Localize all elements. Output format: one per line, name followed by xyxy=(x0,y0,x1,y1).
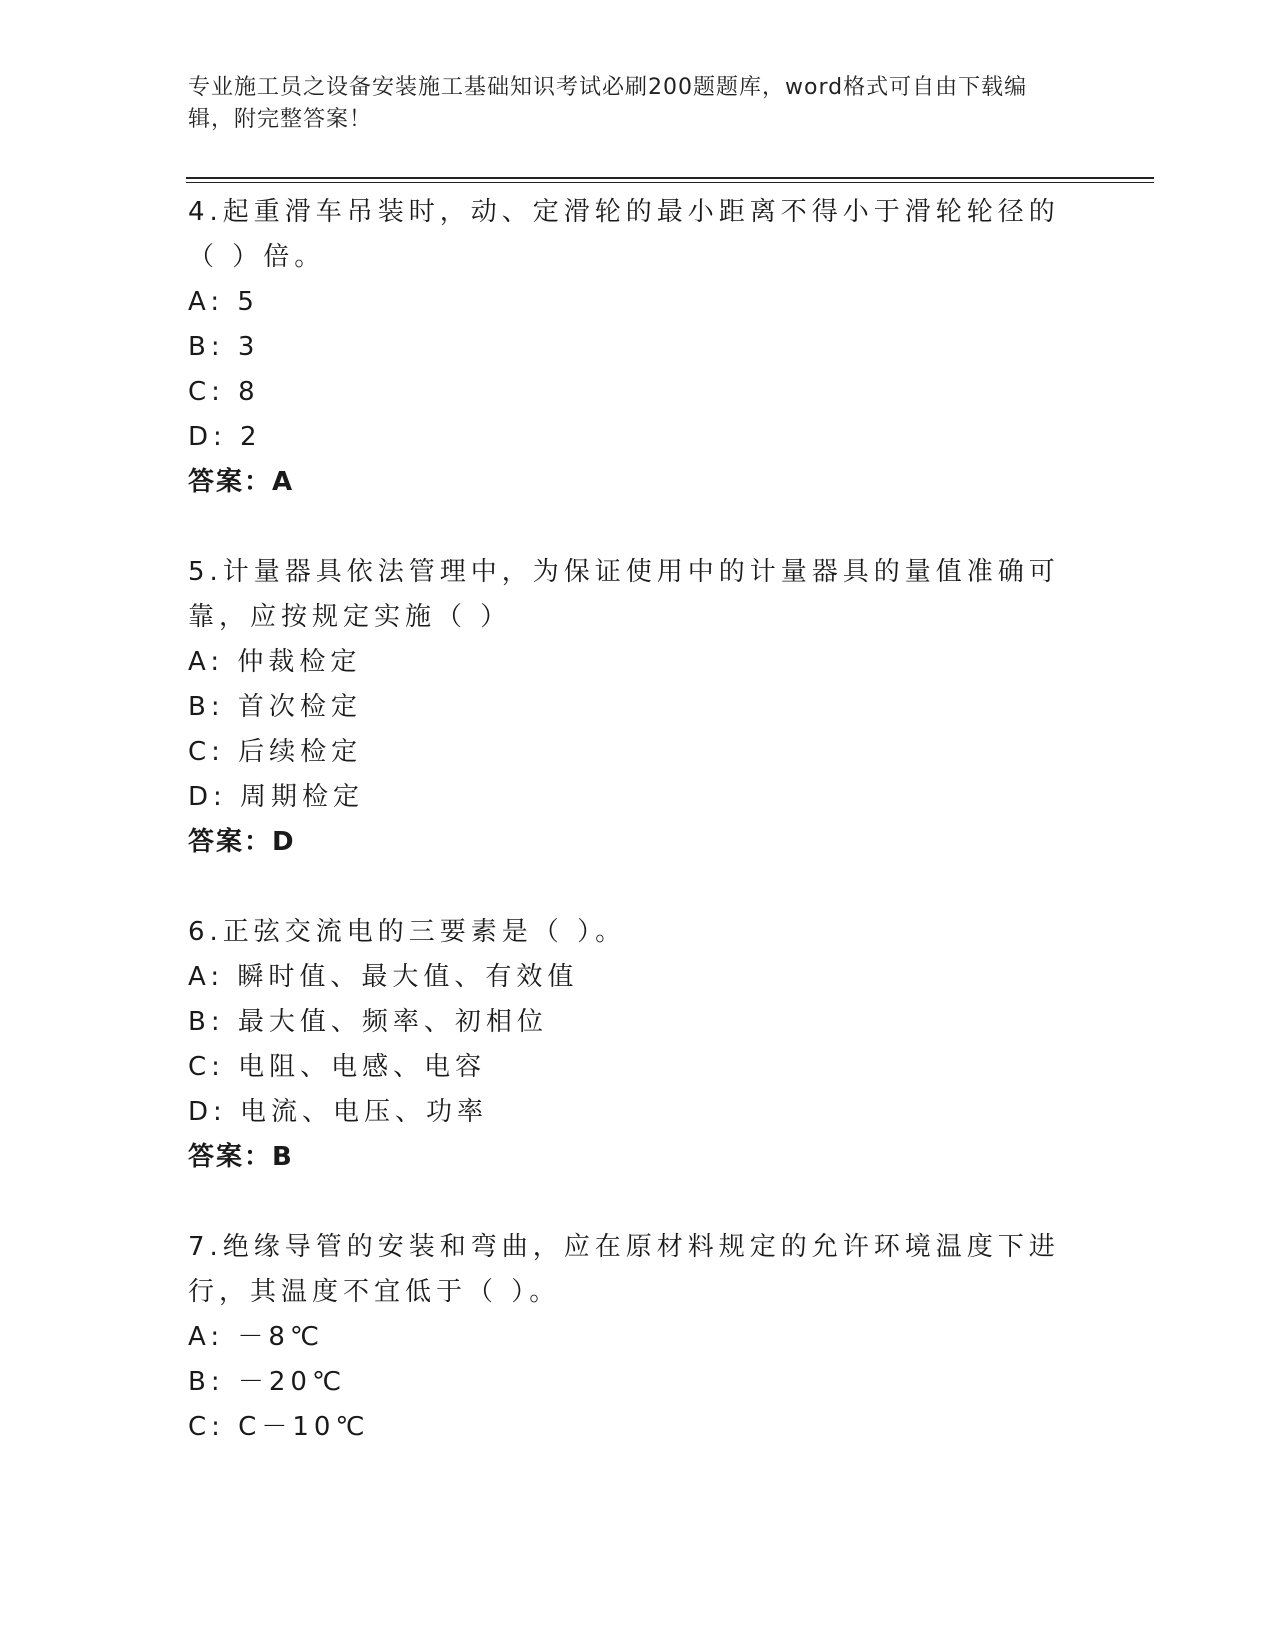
question-stem: 5.计量器具依法管理中，为保证使用中的计量器具的量值准确可靠，应按规定实施（ ） xyxy=(188,557,1060,632)
answer-label: 答案：A xyxy=(188,467,295,497)
question-stem: 4.起重滑车吊装时，动、定滑轮的最小距离不得小于滑轮轮径的（ ）倍。 xyxy=(188,197,1060,272)
question-5 xyxy=(188,550,1088,865)
document-header: 专业施工员之设备安装施工基础知识考试必刷200题题库，word格式可自由下载编辑，附完整答案！ xyxy=(188,75,1028,132)
option-a: A: 仲裁检定 xyxy=(188,647,362,677)
option-b: B: 3 xyxy=(188,332,260,362)
question-6 xyxy=(188,910,1088,1180)
option-b: B: －20℃ xyxy=(188,1367,347,1397)
question-list xyxy=(188,190,1088,1450)
option-a: A: 5 xyxy=(188,287,259,317)
option-c: C: 8 xyxy=(188,377,260,407)
question-stem: 6.正弦交流电的三要素是（ ）。 xyxy=(188,917,627,947)
option-a: A: －8℃ xyxy=(188,1322,325,1352)
option-c: C: C－10℃ xyxy=(188,1412,370,1442)
spacer xyxy=(188,865,1088,910)
option-b: B: 最大值、频率、初相位 xyxy=(188,1007,548,1037)
header-divider xyxy=(186,177,1154,183)
spacer xyxy=(188,505,1088,550)
option-d: D: 2 xyxy=(188,422,262,452)
option-c: C: 后续检定 xyxy=(188,737,363,767)
question-4 xyxy=(188,190,1088,505)
answer-label: 答案：B xyxy=(188,1142,294,1172)
option-b: B: 首次检定 xyxy=(188,692,362,722)
option-c: C: 电阻、电感、电容 xyxy=(188,1052,487,1082)
spacer xyxy=(188,1180,1088,1225)
question-stem: 7.绝缘导管的安装和弯曲，应在原材料规定的允许环境温度下进行，其温度不宜低于（ ）。 xyxy=(188,1232,1060,1307)
option-d: D: 周期检定 xyxy=(188,782,365,812)
option-d: D: 电流、电压、功率 xyxy=(188,1097,489,1127)
question-7 xyxy=(188,1225,1088,1450)
answer-label: 答案：D xyxy=(188,827,296,857)
option-a: A: 瞬时值、最大值、有效值 xyxy=(188,962,579,992)
